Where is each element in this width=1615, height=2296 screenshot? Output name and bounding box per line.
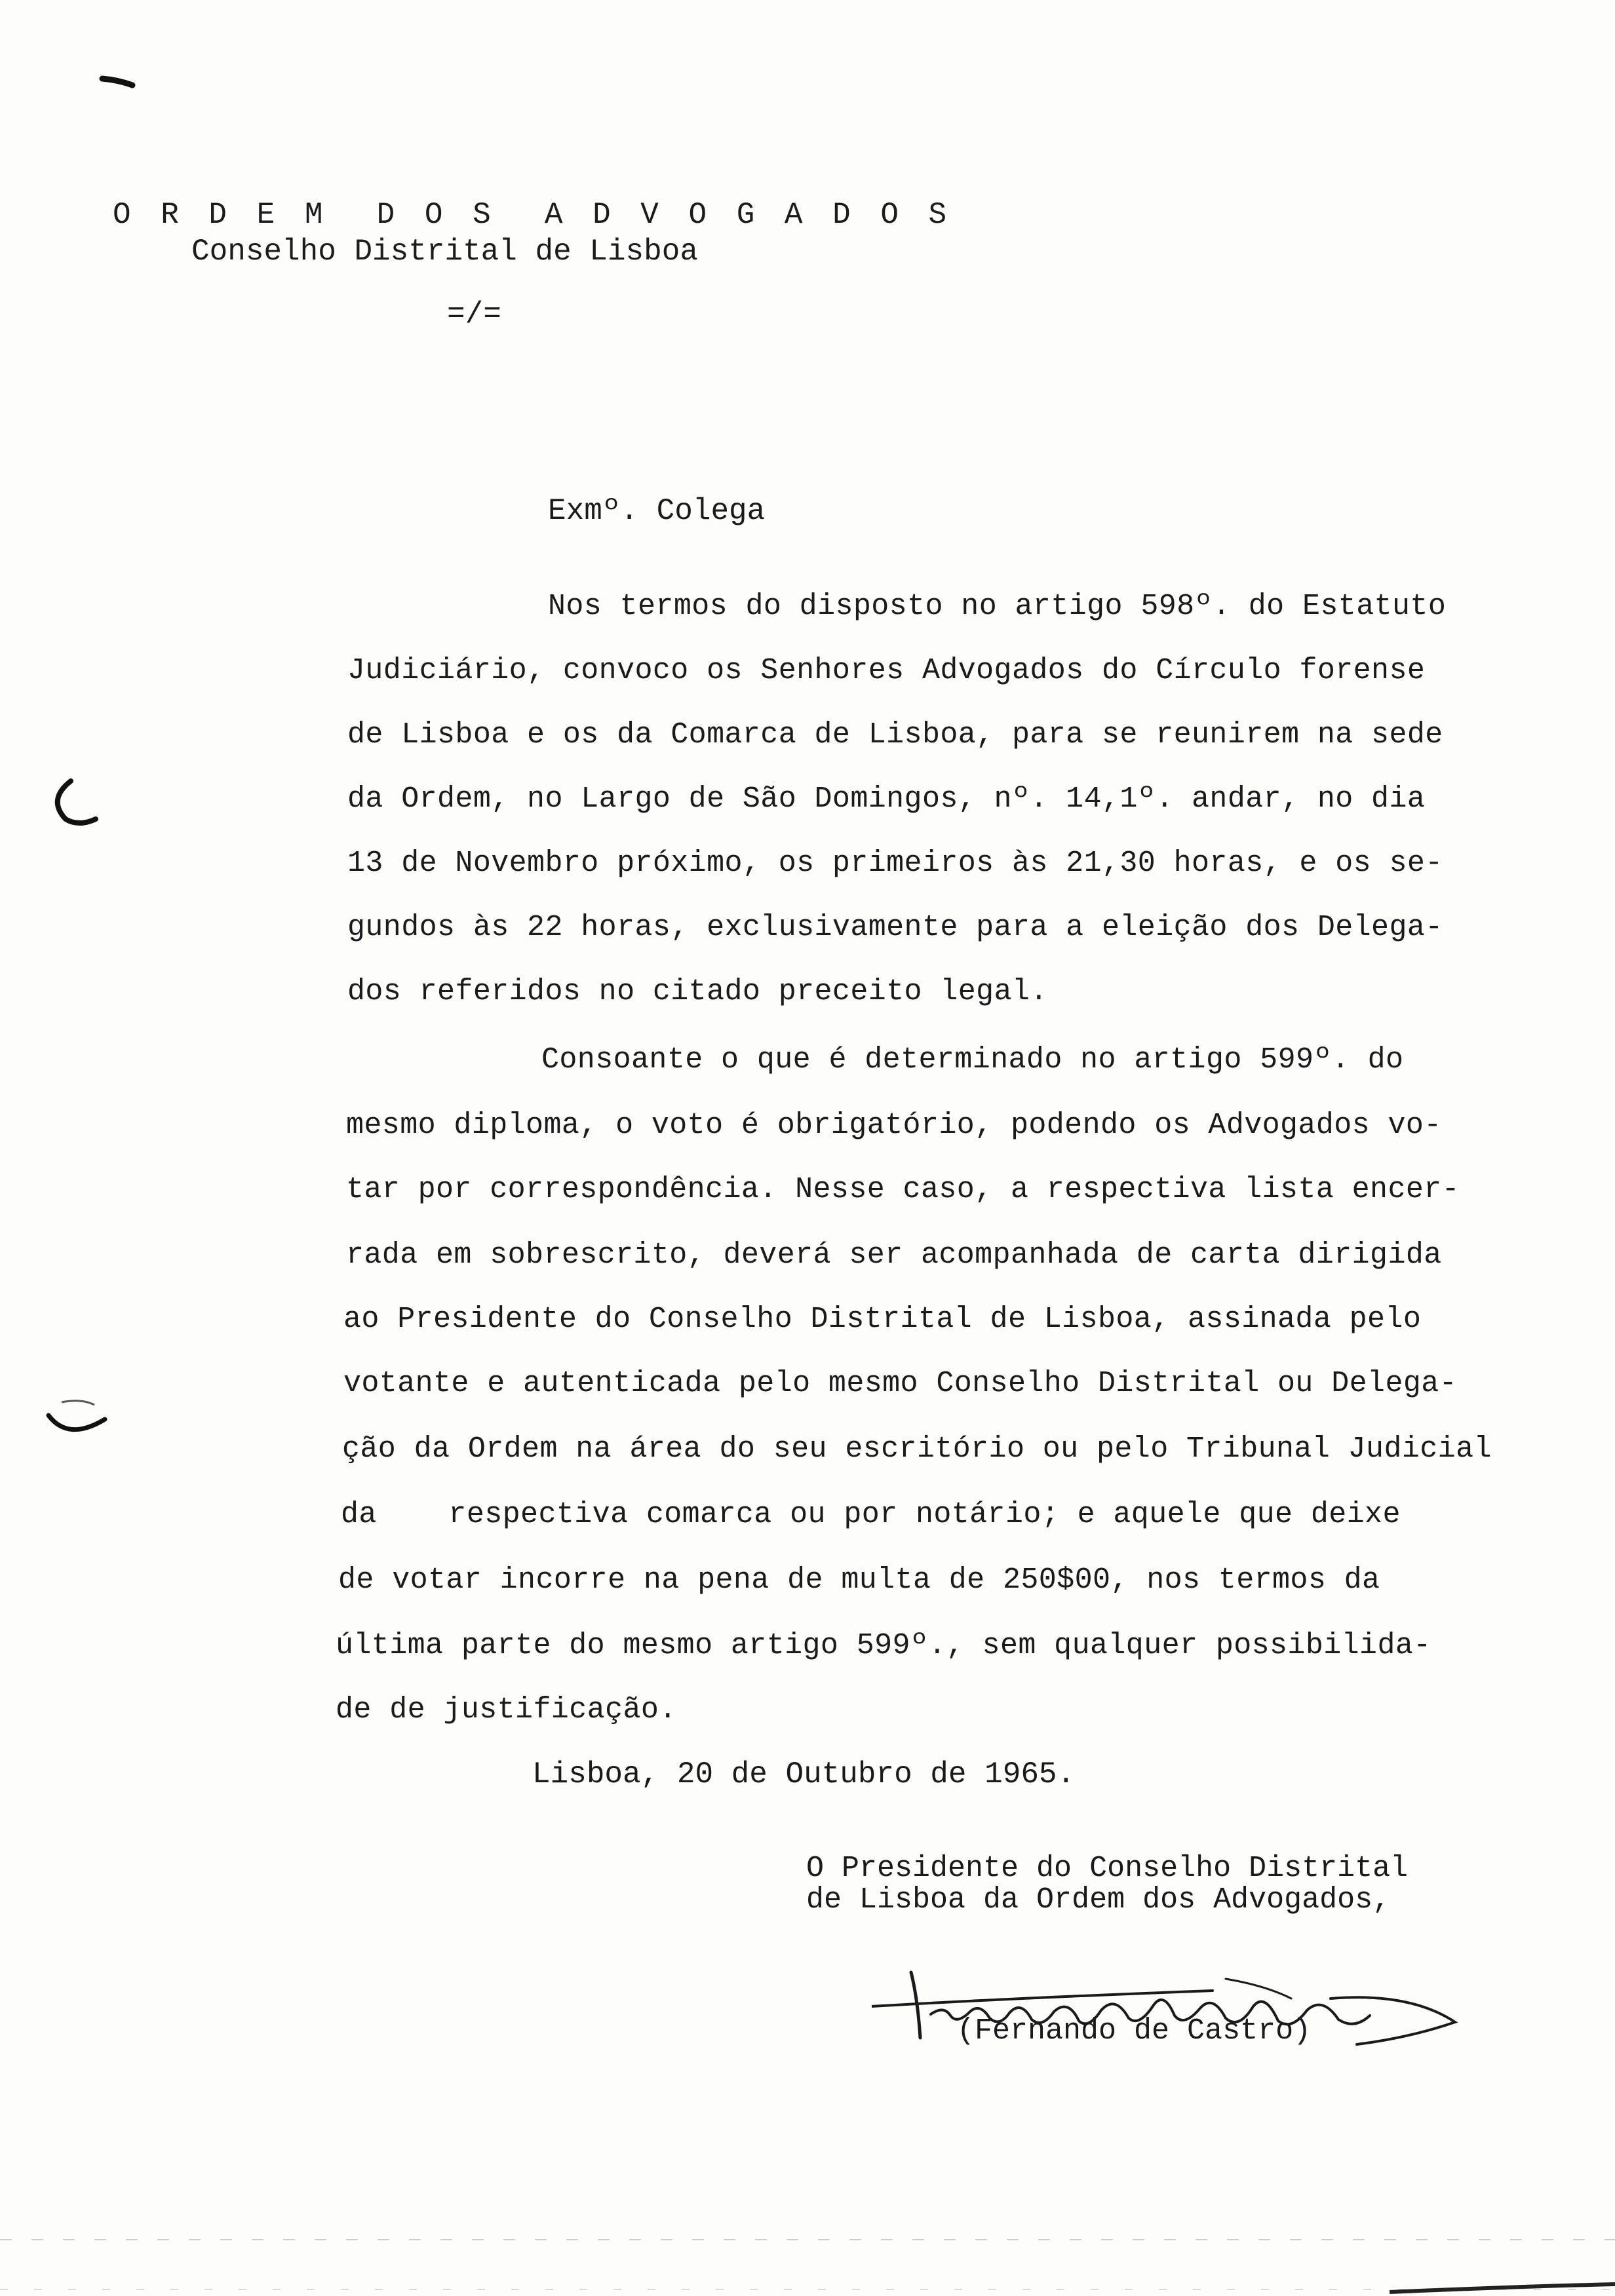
letter-date: Lisboa, 20 de Outubro de 1965. [532,1757,1076,1791]
body-line: da Ordem, no Largo de São Domingos, nº. 14,1º. andar, no dia [347,782,1426,816]
signatory-name: (Fernando de Castro) [957,2014,1312,2048]
punch-mark-top [98,71,138,90]
body-line: última parte do mesmo artigo 599º., sem qualquer possibilida- [336,1629,1431,1662]
closing-line: de Lisboa da Ordem dos Advogados, [806,1883,1391,1917]
body-line: de Lisboa e os da Comarca de Lisboa, para se reunirem na sede [347,718,1443,752]
body-line: de votar incorre na pena de multa de 250$00, nos termos da [338,1563,1380,1597]
council-name: Conselho Distrital de Lisboa [191,235,698,269]
body-line: de de justificação. [336,1693,677,1727]
body-line: Nos termos do disposto no artigo 598º. do Estatuto [548,590,1447,623]
body-line: votante e autenticada pelo mesmo Conselho Distrital ou Delega- [343,1367,1458,1400]
organization-name: O R D E M D O S A D V O G A D O S [113,198,953,232]
body-line: da respectiva comarca ou por notário; e aquele que deixe [341,1498,1401,1531]
closing-line: O Presidente do Conselho Distrital [806,1852,1409,1885]
body-line: Consoante o que é determinado no artigo 599º. do [541,1043,1404,1077]
punch-hole-mark [39,773,105,832]
body-line: mesmo diploma, o voto é obrigatório, podendo os Advogados vo- [346,1109,1442,1142]
salutation: Exmº. Colega [548,494,766,528]
body-line: rada em sobrescrito, deverá ser acompanhada de carta dirigida [346,1238,1442,1272]
closing-block [806,1853,1408,1916]
body-line: 13 de Novembro próximo, os primeiros às 21,30 horas, e os se- [347,847,1443,880]
body-line: ao Presidente do Conselho Distrital de Lisboa, assinada pelo [343,1303,1422,1336]
punch-hole-mark-lower [42,1396,114,1448]
body-line: tar por correspondência. Nesse caso, a respectiva lista encer- [346,1173,1460,1206]
body-line: Judiciário, convoco os Senhores Advogados do Círculo forense [347,654,1426,687]
body-line: gundos às 22 horas, exclusivamente para a eleição dos Delega- [347,911,1443,944]
header-separator: =/= [447,297,501,332]
scan-bottom-edge [0,2221,1615,2296]
body-line: dos referidos no citado preceito legal. [347,975,1048,1008]
body-line: ção da Ordem na área do seu escritório ou pelo Tribunal Judicial [342,1432,1492,1466]
